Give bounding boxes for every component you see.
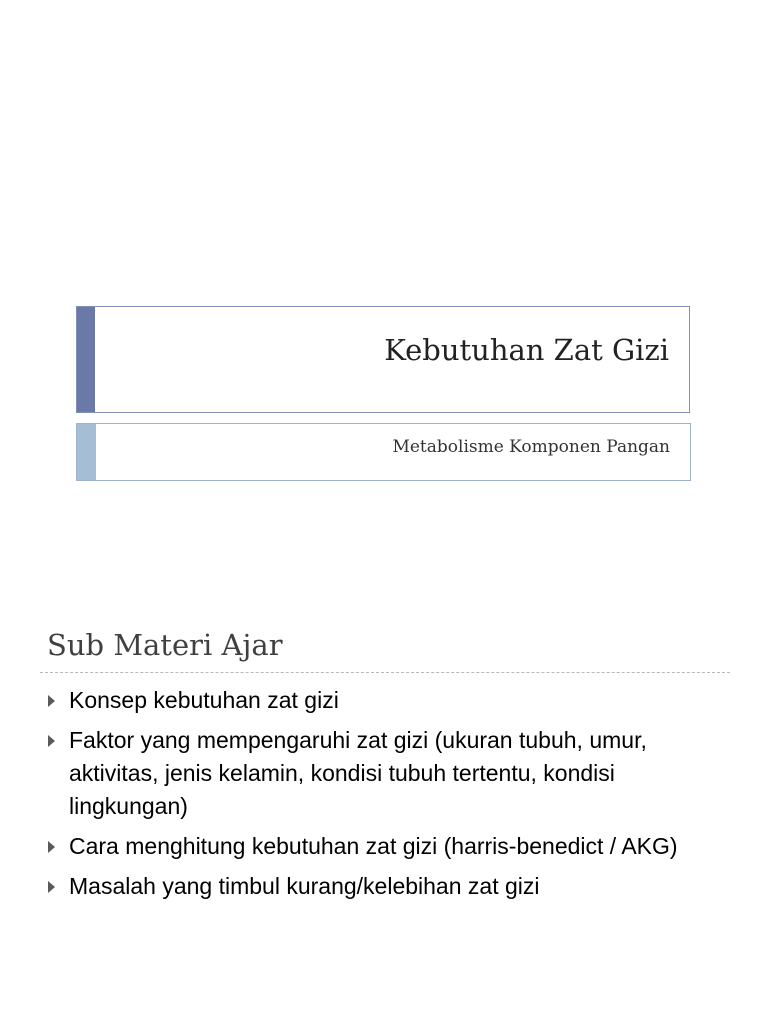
bullet-list [46, 684, 736, 910]
bullet-text: Masalah yang timbul kurang/kelebihan zat gizi [69, 873, 540, 899]
content-slide [0, 612, 768, 1024]
bullet-item [46, 684, 736, 717]
bullet-item [46, 724, 736, 823]
heading-divider [40, 672, 730, 673]
triangle-right-icon [48, 881, 55, 893]
title-accent-bar [77, 307, 95, 412]
bullet-text: Konsep kebutuhan zat gizi [69, 687, 339, 713]
bullet-text: Faktor yang mempengaruhi zat gizi (ukuran tubuh, umur, aktivitas, jenis kelamin, kondisi tubuh tertentu, kondisi lingkungan) [69, 727, 647, 819]
slide-subtitle: Metabolisme Komponen Pangan [392, 437, 670, 457]
triangle-right-icon [48, 735, 55, 747]
bullet-item [46, 870, 736, 903]
title-box [76, 306, 690, 413]
triangle-right-icon [48, 841, 55, 853]
triangle-right-icon [48, 695, 55, 707]
bullet-item [46, 830, 736, 863]
subtitle-accent-bar [77, 424, 96, 480]
slide-title: Kebutuhan Zat Gizi [384, 333, 669, 367]
bullet-text: Cara menghitung kebutuhan zat gizi (harris-benedict / AKG) [69, 833, 678, 859]
subtitle-box [76, 423, 691, 481]
content-heading: Sub Materi Ajar [47, 628, 283, 662]
